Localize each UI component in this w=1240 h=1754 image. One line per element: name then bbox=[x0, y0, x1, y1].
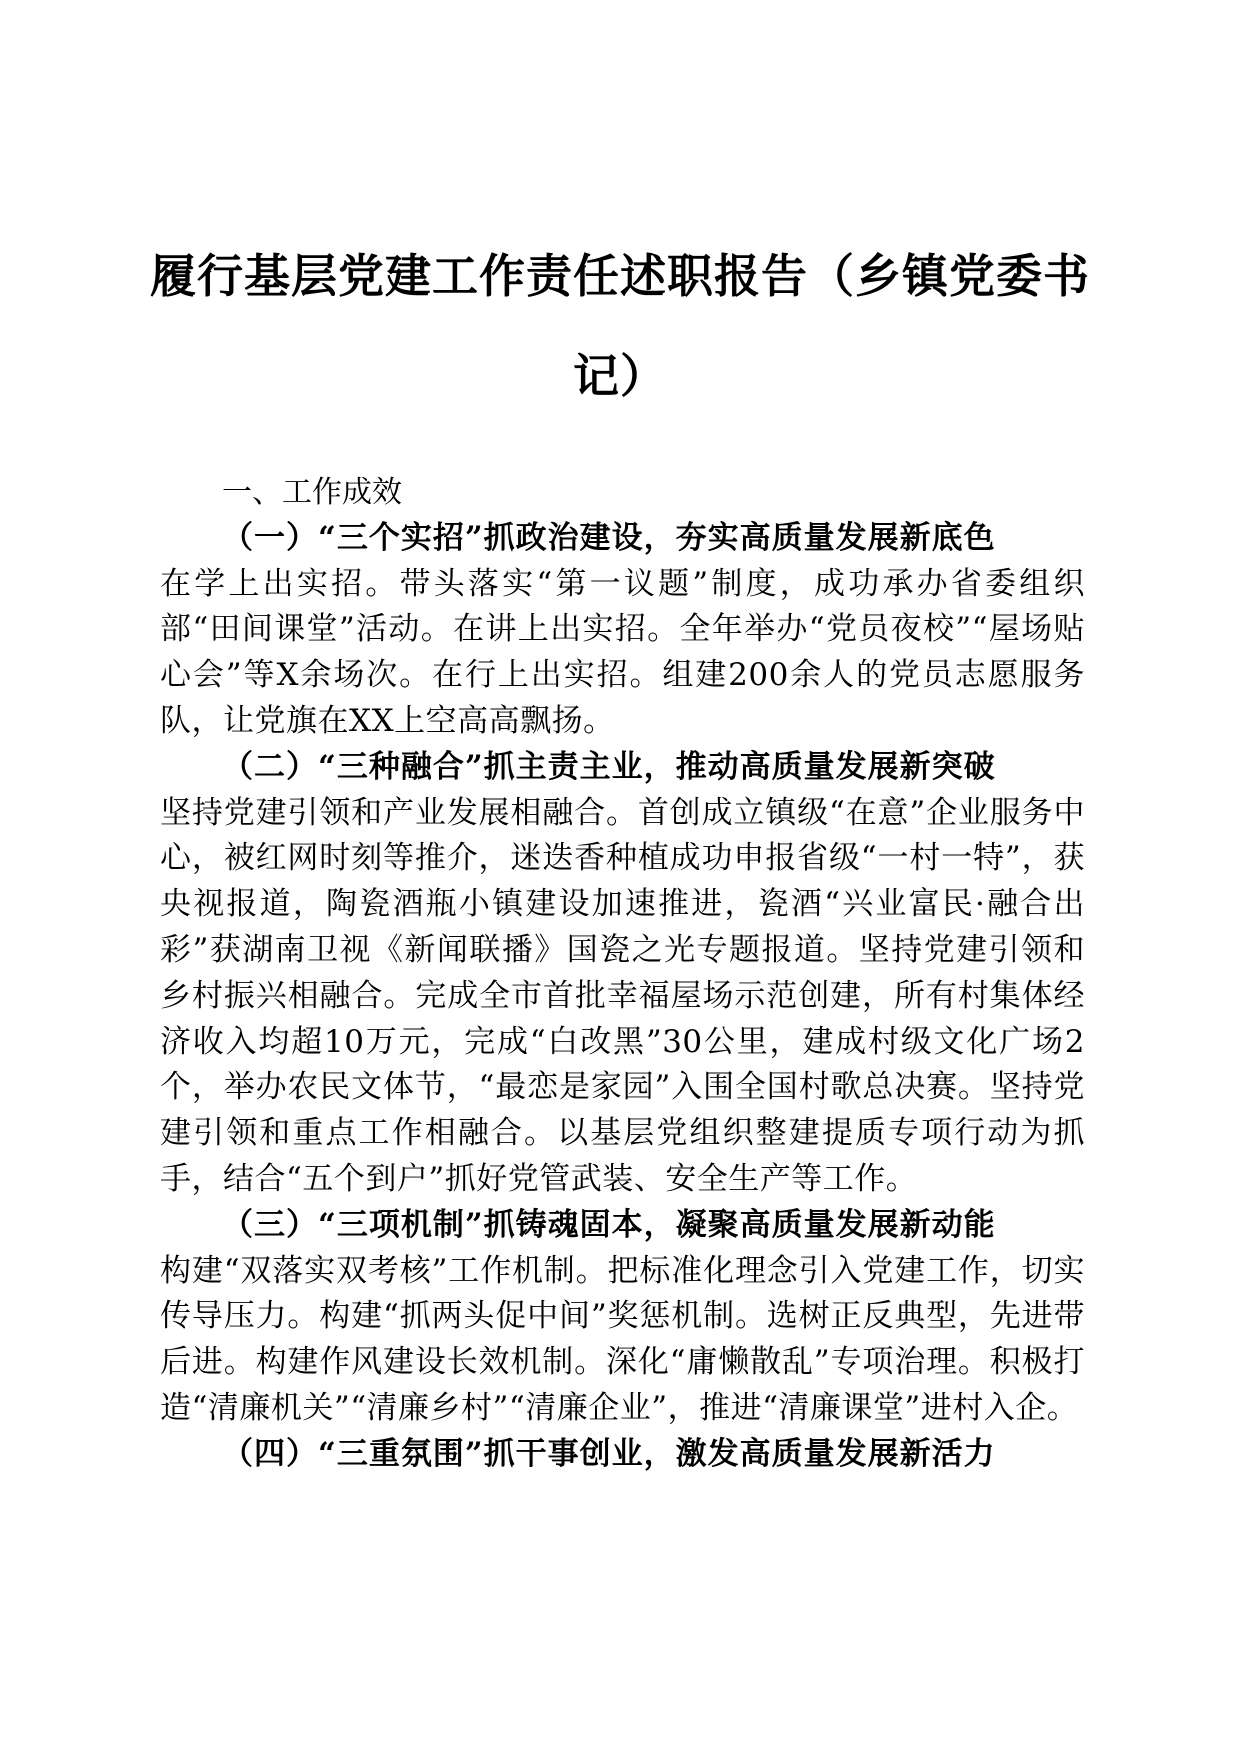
title-line-1: 履行基层党建工作责任述职报告（乡镇党委书 bbox=[150, 249, 1090, 303]
subsection-heading-3: （三）“三项机制”抓铸魂固本，凝聚高质量发展新动能 bbox=[222, 1206, 996, 1243]
subsection-heading-1: （一）“三个实招”抓政治建设，夯实高质量发展新底色 bbox=[222, 519, 996, 556]
section-heading-achievements: 一、工作成效 bbox=[222, 475, 402, 510]
subsection-body-2: 坚持党建引领和产业发展相融合。首创成立镇级“在意”企业服务中心，被红网时刻等推介，迷迭香种植成功申报省级“一村一特”，获央视报道，陶瓷酒瓶小镇建设加速推进，瓷酒“兴业富民·融合出彩”获湖南卫视《新闻联播》国瓷之光专题报道。坚持党建引领和乡村振兴相融合。完成全市首批幸福屋场示范创建，所有村集体经济收入均超10万元，完成“白改黑”30公里，建成村级文化广场2个，举办农民文体节，“最恋是家园”入围全国村歌总决赛。坚持党建引领和重点工作相融合。以基层党组织整建提质专项行动为抓手，结合“五个到户”抓好党管武装、安全生产等工作。 bbox=[160, 794, 1085, 1197]
title-line-2: 记） bbox=[573, 349, 667, 403]
document-title bbox=[150, 226, 1090, 426]
subsection-heading-4: （四）“三重氛围”抓干事创业，激发高质量发展新活力 bbox=[222, 1435, 996, 1472]
document-body bbox=[160, 470, 1085, 1478]
subsection-body-1: 在学上出实招。带头落实“第一议题”制度，成功承办省委组织部“田间课堂”活动。在讲上出实招。全年举办“党员夜校”“屋场贴心会”等X余场次。在行上出实招。组建200余人的党员志愿服务队，让党旗在XX上空高高飘扬。 bbox=[160, 565, 1085, 739]
subsection-body-3: 构建“双落实双考核”工作机制。把标准化理念引入党建工作，切实传导压力。构建“抓两头促中间”奖惩机制。选树正反典型，先进带后进。构建作风建设长效机制。深化“庸懒散乱”专项治理。积极打造“清廉机关”“清廉乡村”“清廉企业”，推进“清廉课堂”进村入企。 bbox=[160, 1252, 1085, 1426]
subsection-heading-2: （二）“三种融合”抓主责主业，推动高质量发展新突破 bbox=[222, 748, 996, 785]
